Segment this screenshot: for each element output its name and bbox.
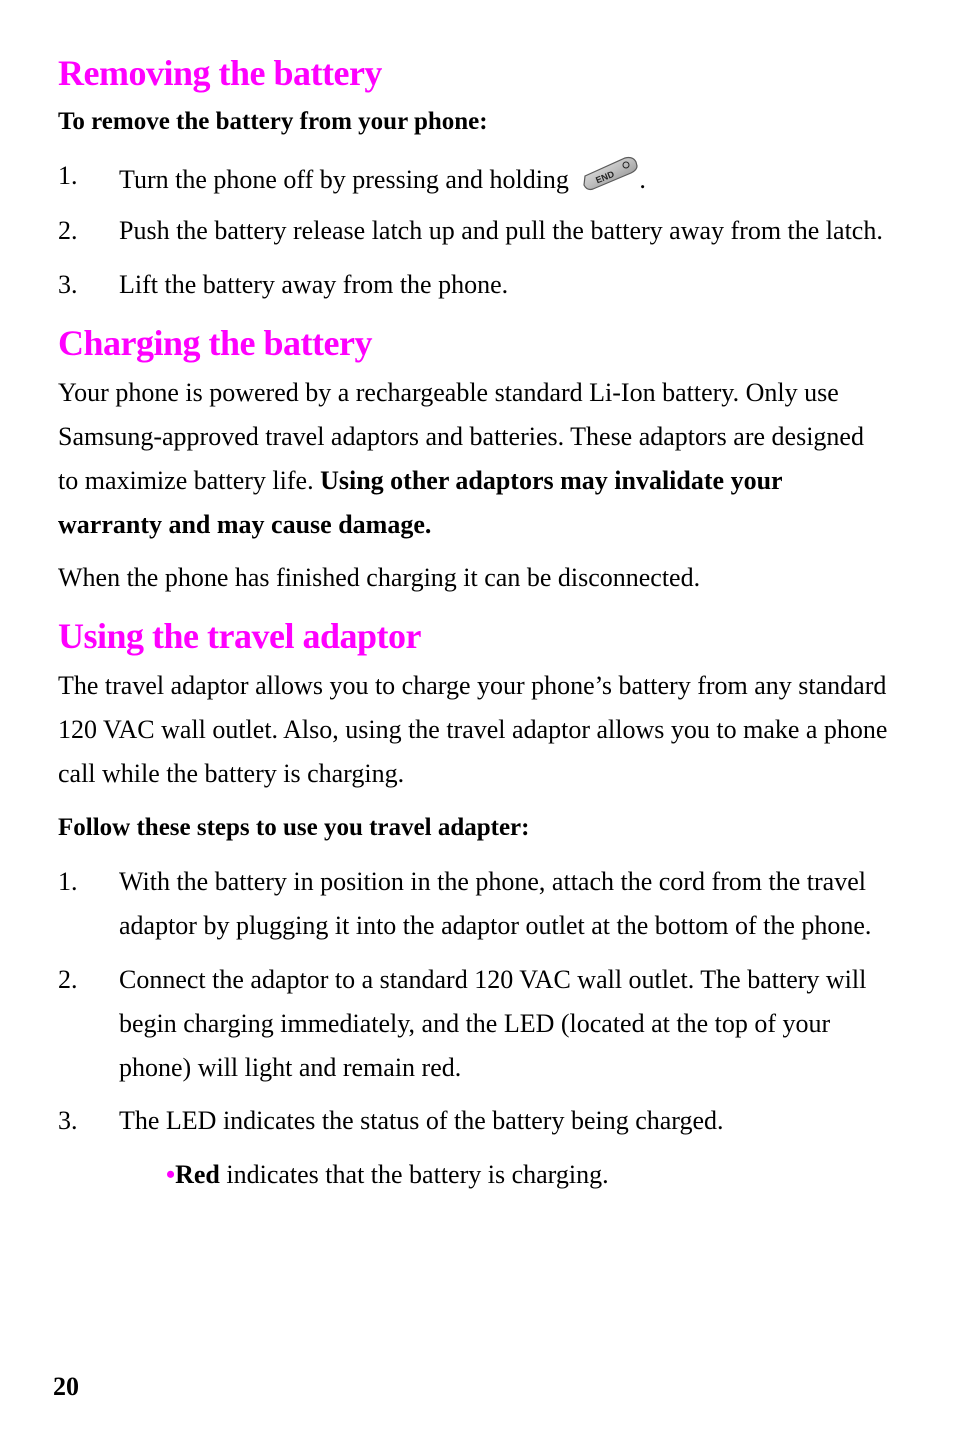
disconnect-paragraph: When the phone has finished charging it can be disconnected.	[58, 563, 701, 592]
heading-travel-adaptor: Using the travel adaptor	[58, 616, 421, 656]
charging-text: Your phone is powered by a rechargeable standard Li-Ion battery. Only use Samsung-approved travel adaptors and batteries. These adaptors are designed to maximize battery life.	[58, 378, 864, 495]
svg-text:END: END	[594, 168, 617, 186]
step-text: Turn the phone off by pressing and holding	[119, 165, 569, 194]
step-number: 2.	[58, 216, 78, 245]
step-text: With the battery in position in the phone, attach the cord from the travel adaptor by plugging it into the adaptor outlet at the bottom of the phone.	[119, 867, 872, 940]
travel-step-1	[58, 860, 879, 948]
step-period: .	[639, 165, 646, 194]
step-number: 3.	[58, 270, 78, 299]
travel-step-2	[58, 958, 879, 1090]
charging-warning: Using other adaptors may invalidate your warranty and may cause damage.	[58, 466, 783, 539]
step-text: Push the battery release latch up and pull the battery away from the latch.	[119, 216, 883, 245]
step-number: 1.	[58, 161, 78, 190]
remove-step-1	[58, 154, 954, 202]
step-number: 2.	[58, 965, 78, 994]
lead-travel-steps: Follow these steps to use you travel adapter:	[58, 814, 530, 841]
end-key-icon	[581, 154, 639, 192]
page-number: 20	[53, 1372, 79, 1401]
step-text: Lift the battery away from the phone.	[119, 270, 509, 299]
travel-adaptor-intro: The travel adaptor allows you to charge your phone’s battery from any standard 120 VAC wall outlet. Also, using the travel adaptor allows you to make a phone call while the battery is charging.	[58, 671, 888, 788]
step-text: Connect the adaptor to a standard 120 VAC wall outlet. The battery will begin charging immediately, and the LED (located at the top of your phone) will light and remain red.	[119, 965, 867, 1082]
lead-remove-battery: To remove the battery from your phone:	[58, 108, 488, 135]
led-red-bullet	[58, 1153, 866, 1197]
bullet-dot: •	[166, 1160, 176, 1189]
step-text: The LED indicates the status of the battery being charged.	[119, 1106, 724, 1135]
bullet-text: indicates that the battery is charging.	[219, 1160, 609, 1189]
charging-paragraph	[58, 371, 888, 547]
remove-step-3	[58, 263, 954, 307]
bullet-red-label: Red	[175, 1160, 220, 1189]
remove-step-2	[58, 209, 954, 253]
step-number: 3.	[58, 1106, 78, 1135]
step-number: 1.	[58, 867, 78, 896]
heading-removing-battery: Removing the battery	[58, 53, 382, 93]
travel-step-3	[58, 1099, 879, 1143]
heading-charging-battery: Charging the battery	[58, 323, 372, 363]
